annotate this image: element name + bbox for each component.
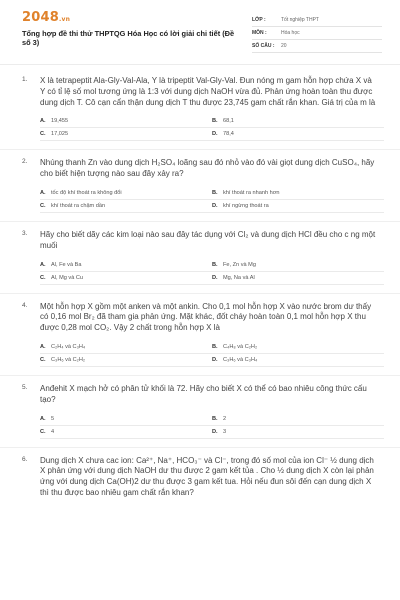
option-text: 3 (223, 428, 227, 435)
answer-option[interactable] (40, 413, 212, 426)
question-number: 1. (22, 76, 28, 83)
option-key: D . (212, 131, 223, 137)
answer-option[interactable] (40, 128, 212, 141)
question-text: Dung dịch X chưa cac ion: Ca²⁺, Na⁺, HCO₃⁻ và Cl⁻, trong đó số mol của ion Cl⁻ ½ dung dịch X phản ứng với dung dịch NaOH dư thu được 2 gam kết tủa . Cho ½ dung dịch X còn lại phản ứng với dung dịch Ca(OH)2 dư thu được 3 gam kết tua. Hỏi nếu đun sôi đến cạn dung dịch X thì thu được bao nhiêu gam chất rắn khan? (40, 455, 374, 497)
option-text: khí thoát ra nhanh hơn (223, 189, 280, 196)
option-key: B . (212, 262, 223, 268)
logo-suffix: .vn (58, 16, 71, 23)
answer-options (40, 341, 376, 367)
answer-options (40, 259, 376, 285)
option-key: B . (212, 190, 223, 196)
answer-option[interactable] (212, 272, 384, 285)
option-key: B . (212, 416, 223, 422)
answer-option[interactable] (40, 272, 212, 285)
option-text: khí thoát ra chậm dần (51, 202, 106, 209)
option-key: A . (40, 262, 51, 268)
question-divider (0, 149, 400, 150)
option-key: D . (212, 429, 223, 435)
answer-option[interactable] (40, 354, 212, 367)
question-item (0, 384, 400, 439)
question-divider (0, 293, 400, 294)
meta-row-question-count (252, 40, 382, 53)
question-number: 6. (22, 455, 28, 463)
option-key: B . (212, 118, 223, 124)
meta-row-subject (252, 27, 382, 40)
answer-option[interactable] (40, 115, 212, 128)
option-key: C . (40, 131, 51, 137)
question-item (0, 76, 400, 141)
option-key: C . (40, 429, 51, 435)
header-divider (0, 64, 400, 65)
answer-options (40, 187, 376, 213)
option-key: C . (40, 203, 51, 209)
document-title: Tổng hợp đề thi thử THPTQG Hóa Học có lời giải chi tiết (Đề số 3) (22, 29, 235, 47)
meta-key: LỚP : (252, 17, 266, 23)
answer-options (40, 115, 376, 141)
option-key: C . (40, 275, 51, 281)
option-key: A . (40, 416, 51, 422)
option-text: tốc độ khí thoát ra không đổi (51, 189, 122, 196)
question-item (0, 302, 400, 367)
answer-option[interactable] (212, 115, 384, 128)
question-item (0, 456, 400, 499)
option-text: C₃H₆ và C₂H₂ (51, 356, 86, 363)
meta-value: Hóa học (281, 30, 300, 36)
page-header (0, 0, 400, 64)
option-text: Al, Fe và Ba (51, 261, 82, 268)
option-text: 68,1 (223, 118, 234, 125)
question-divider (0, 221, 400, 222)
option-text: 17,025 (51, 131, 69, 138)
question-divider (0, 447, 400, 448)
question-text: X là tetrapeptit Ala-Gly-Val-Ala, Y là tripeptit Val-Gly-Val. Đun nóng m gam hỗn hợp chứa X và Y có tỉ lệ số mol tương ứng là 1:3 với dung dịch NaOH vừa đủ. Phản ứng hoàn toàn thu được dung dịch T. Cô cạn cẩn thận dung dịch T thu được 23,745 gam chất rắn khan. Giá trị của m là (40, 76, 376, 107)
option-key: B . (212, 344, 223, 350)
option-text: 4 (51, 428, 55, 435)
option-key: D . (212, 357, 223, 363)
meta-key: SỐ CÂU : (252, 43, 275, 49)
question-text: Anđehit X mạch hở có phân tử khối là 72. Hãy cho biết X có thể có bao nhiêu công thức cấu tạo? (40, 383, 367, 404)
question-number: 3. (22, 229, 28, 237)
answer-option[interactable] (212, 413, 384, 426)
option-key: C . (40, 357, 51, 363)
answer-options (40, 413, 376, 439)
option-text: C₃H₆ và C₃H₄ (223, 356, 258, 363)
option-key: A . (40, 118, 51, 124)
meta-key: MÔN : (252, 30, 267, 36)
answer-option[interactable] (40, 187, 212, 200)
answer-option[interactable] (40, 200, 212, 213)
exam-meta (252, 14, 382, 53)
answer-option[interactable] (40, 259, 212, 272)
logo-text: 2048 (22, 10, 59, 25)
question-item (0, 230, 400, 285)
question-list (0, 76, 400, 499)
option-key: D . (212, 275, 223, 281)
option-text: 19,455 (51, 118, 69, 125)
answer-option[interactable] (212, 259, 384, 272)
option-text: khí ngừng thoát ra (223, 202, 269, 209)
question-divider (0, 375, 400, 376)
answer-option[interactable] (212, 426, 384, 439)
answer-option[interactable] (212, 354, 384, 367)
option-text: C₂H₄ và C₃H₄ (51, 343, 86, 350)
question-text: Hãy cho biết dãy các kim loại nào sau đây tác dụng với Cl₂ và dung dịch HCl đều cho c ng một muối (40, 229, 376, 250)
question-number: 5. (22, 383, 28, 391)
answer-option[interactable] (40, 341, 212, 354)
option-text: Al, Mg và Cu (51, 274, 84, 281)
question-text: Nhúng thanh Zn vào dung dịch H₂SO₄ loãng sau đó nhỏ vào đó vài giọt dung dịch CuSO₄, hãy cho biết hiện tượng nào sau đây xảy ra? (40, 158, 375, 179)
option-key: A . (40, 190, 51, 196)
answer-option[interactable] (40, 426, 212, 439)
answer-option[interactable] (212, 187, 384, 200)
option-text: 2 (223, 415, 227, 422)
answer-option[interactable] (212, 128, 384, 141)
answer-option[interactable] (212, 200, 384, 213)
meta-value: 20 (281, 43, 287, 49)
meta-value: Tốt nghiệp THPT (281, 17, 319, 23)
option-key: D . (212, 203, 223, 209)
option-text: Fe, Zn và Mg (223, 261, 256, 268)
question-text: Một hỗn hợp X gồm một anken và một ankin. Cho 0,1 mol hỗn hợp X vào nước brom dư thấy có 0,16 mol Br₂ đã tham gia phản ứng. Mặt khác, đốt cháy hoàn toàn 0,1 mol hỗn hợp X thu được 0,28 mol CO₂. Vậy 2 chất trong hỗn hợp X là (40, 301, 372, 333)
option-text: Mg, Na và Al (223, 274, 255, 281)
option-text: 78,4 (223, 131, 234, 138)
option-text: C₄H₈ và C₂H₂ (223, 343, 258, 350)
option-key: A . (40, 344, 51, 350)
meta-row-grade (252, 14, 382, 27)
option-text: 5 (51, 415, 55, 422)
question-number: 4. (22, 301, 28, 309)
question-item (0, 158, 400, 213)
question-number: 2. (22, 158, 28, 166)
answer-option[interactable] (212, 341, 384, 354)
